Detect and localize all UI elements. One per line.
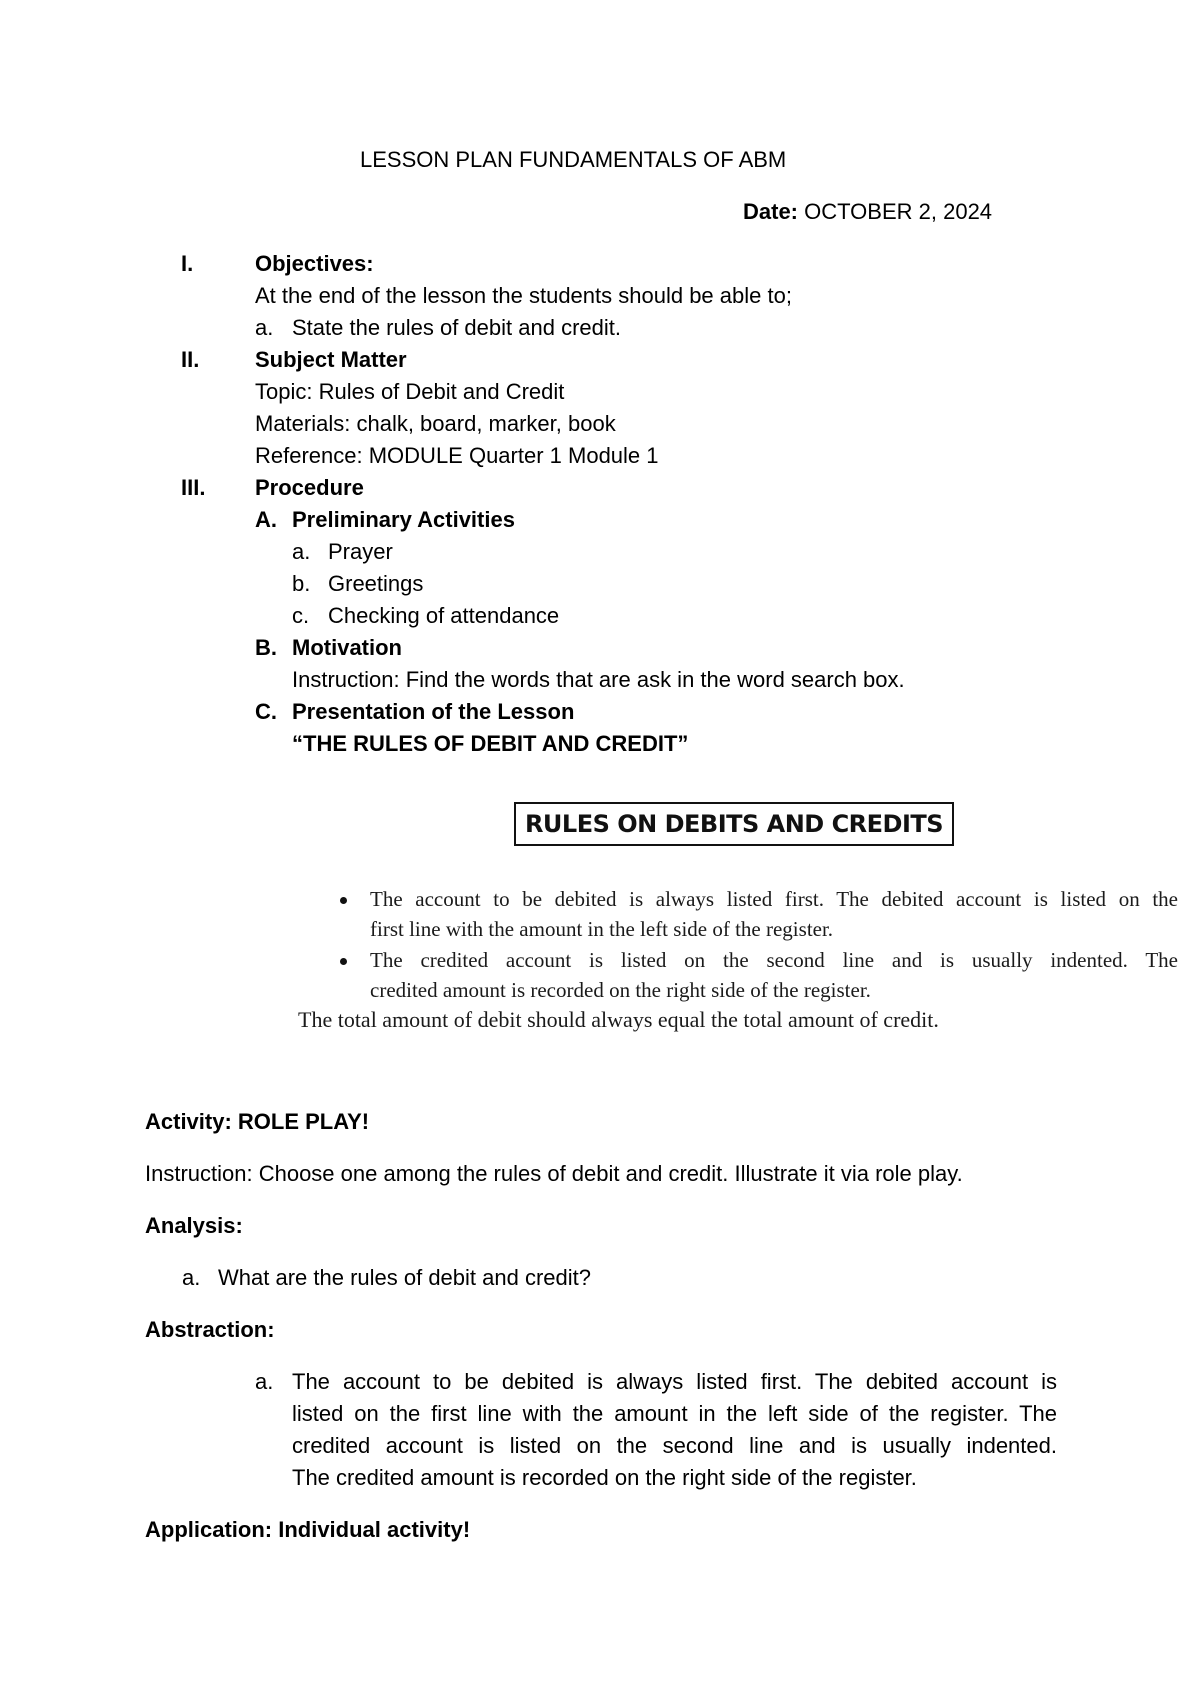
list-item: Greetings: [328, 571, 424, 596]
objectives-intro: At the end of the lesson the students should be able to;: [255, 283, 792, 308]
objectives-heading: Objectives:: [255, 251, 374, 276]
presentation-letter: C.: [255, 699, 277, 724]
objective-item-text: State the rules of debit and credit.: [292, 315, 621, 340]
abstraction-line-2: listed on the first line with the amount in the left side of the register. The: [292, 1401, 1057, 1426]
subject-reference: Reference: MODULE Quarter 1 Module 1: [255, 443, 659, 468]
motivation-heading: Motivation: [292, 635, 402, 660]
subject-heading: Subject Matter: [255, 347, 407, 372]
activity-heading: Activity: ROLE PLAY!: [145, 1109, 370, 1134]
lesson-date: [743, 198, 992, 226]
rules-image: [290, 790, 1190, 1055]
analysis-item: What are the rules of debit and credit?: [218, 1265, 591, 1290]
bullet-icon: [340, 897, 347, 904]
abstraction-heading: Abstraction:: [145, 1317, 275, 1342]
list-item-letter: b.: [292, 571, 311, 596]
presentation-heading: Presentation of the Lesson: [292, 699, 575, 724]
rule-bullet-2-line-1: The credited account is listed on the second line and is usually indented. The: [370, 948, 1178, 972]
abstraction-line-1: The account to be debited is always listed first. The debited account is: [292, 1369, 1057, 1394]
list-item-letter: a.: [292, 539, 311, 564]
rules-box-title: RULES ON DEBITS AND CREDITS: [514, 802, 954, 846]
page-title: LESSON PLAN FUNDAMENTALS OF ABM: [360, 147, 787, 172]
objective-item-letter: a.: [255, 315, 274, 340]
abstraction-line-3: credited account is listed on the second line and is usually indented.: [292, 1433, 1057, 1458]
procedure-heading: Procedure: [255, 475, 364, 500]
rule-bullet-2-line-2: credited amount is recorded on the right side of the register.: [370, 978, 871, 1002]
application-heading: Application: Individual activity!: [145, 1517, 471, 1542]
procedure-numeral: III.: [181, 475, 206, 500]
date-value: OCTOBER 2, 2024: [804, 199, 993, 224]
analysis-heading: Analysis:: [145, 1213, 243, 1238]
preliminary-heading: Preliminary Activities: [292, 507, 515, 532]
list-item: Prayer: [328, 539, 393, 564]
list-item-letter: c.: [292, 603, 310, 628]
rules-footer: The total amount of debit should always equal the total amount of credit.: [298, 1007, 939, 1032]
activity-instruction: Instruction: Choose one among the rules of debit and credit. Illustrate it via role play.: [145, 1161, 963, 1186]
objectives-numeral: I.: [181, 251, 194, 276]
date-label: Date:: [743, 199, 799, 224]
motivation-letter: B.: [255, 635, 277, 660]
presentation-subtitle: “THE RULES OF DEBIT AND CREDIT”: [292, 731, 689, 756]
subject-numeral: II.: [181, 347, 200, 372]
subject-materials: Materials: chalk, board, marker, book: [255, 411, 616, 436]
motivation-instruction: Instruction: Find the words that are ask in the word search box.: [292, 667, 905, 692]
abstraction-line-4: The credited amount is recorded on the right side of the register.: [292, 1465, 917, 1490]
bullet-icon: [340, 958, 347, 965]
rule-bullet-1-line-2: first line with the amount in the left side of the register.: [370, 917, 834, 941]
subject-topic: Topic: Rules of Debit and Credit: [255, 379, 565, 404]
preliminary-letter: A.: [255, 507, 277, 532]
list-item: Checking of attendance: [328, 603, 560, 628]
rule-bullet-1-line-1: The account to be debited is always listed first. The debited account is listed on the: [370, 887, 1178, 911]
analysis-item-letter: a.: [182, 1265, 201, 1290]
abstraction-letter: a.: [255, 1369, 274, 1394]
